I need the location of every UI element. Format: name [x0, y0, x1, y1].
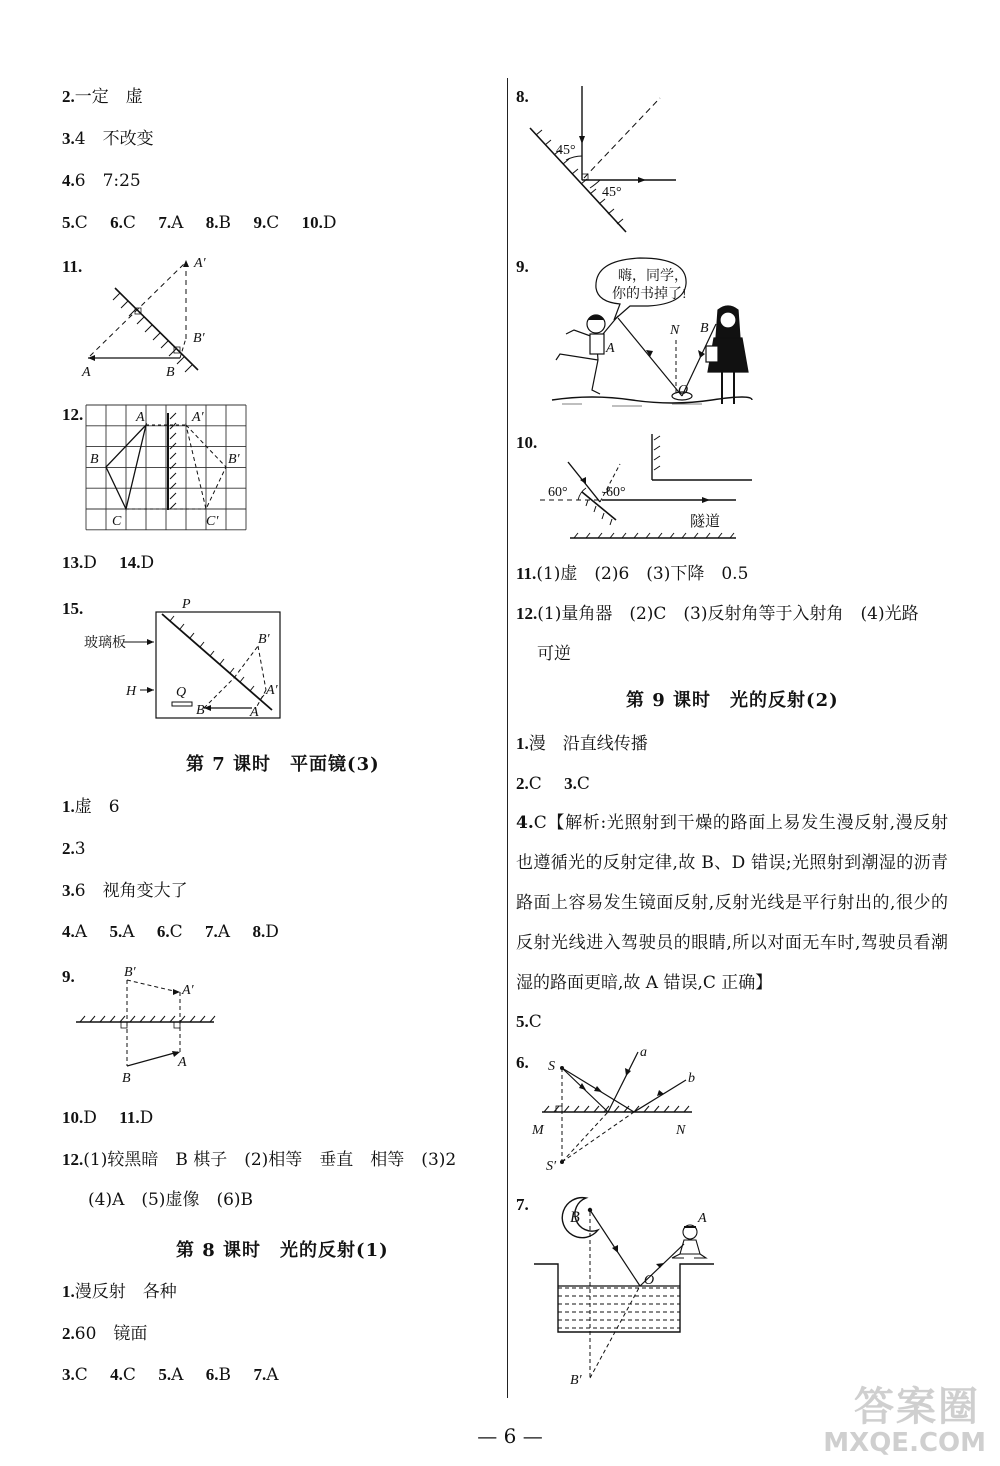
answer-4: 4.6 7:25 — [62, 171, 141, 191]
diagram-l9-7 — [534, 1192, 714, 1388]
watermark-url: MXQE.COM — [823, 1428, 986, 1458]
answer-12-number: 12. — [62, 405, 84, 424]
l8-answer-2: 2.60 镜面 — [62, 1324, 148, 1344]
l9-answer-6-number: 6. — [516, 1053, 529, 1072]
label-b-prime: B′ — [258, 632, 270, 647]
label-b-prime: B′ — [228, 452, 240, 467]
label-a-prime: A′ — [182, 983, 194, 998]
l7-answers-10-11: 10.D 11.D — [62, 1108, 154, 1128]
label-p: P — [182, 597, 191, 612]
answer-12-right-line2: 可逆 — [537, 644, 571, 664]
l9-answer-7-number: 7. — [516, 1195, 529, 1214]
l7-answer-1: 1.虚 6 — [62, 797, 120, 817]
label-q: Q — [176, 685, 187, 700]
label-b-prime: B′ — [124, 965, 136, 980]
answer-3: 3.4 不改变 — [62, 129, 154, 149]
label-c: C — [112, 514, 122, 529]
diagram-l9-6 — [530, 1045, 710, 1174]
water — [558, 1288, 680, 1328]
diagram-12-grid — [86, 405, 248, 531]
label-m: M — [532, 1123, 544, 1138]
diagram-11 — [80, 250, 220, 385]
label-a-prime: A′ — [266, 683, 278, 698]
moon — [562, 1198, 598, 1238]
speech-text-1: 嗨，同学， — [618, 269, 688, 284]
label-b-prime: B′ — [193, 331, 205, 346]
label-c-prime: C′ — [206, 514, 219, 529]
label-a: A — [136, 410, 145, 425]
answer-9-number: 9. — [516, 257, 529, 276]
label-b: B — [90, 452, 99, 467]
label-a: A — [82, 365, 91, 380]
l9-answer-5: 5.C — [516, 1012, 542, 1032]
column-divider — [507, 78, 508, 1398]
diagram-10 — [540, 430, 760, 542]
angle-label-1: 60° — [548, 485, 568, 500]
angle-label-1: 45° — [556, 143, 576, 158]
label-h: H — [126, 684, 137, 699]
answer-11-number: 11. — [62, 257, 83, 276]
l7-answer-12-line2: (4)A (5)虚像 (6)B — [88, 1190, 254, 1210]
label-a: A — [178, 1055, 187, 1070]
l8-answers-3-7: 3.C 4.C 5.A 6.B 7.A — [62, 1365, 279, 1385]
label-s-prime: S′ — [546, 1159, 557, 1174]
label-b: B — [700, 321, 709, 336]
answers-5-10: 5.C 6.C 7.A 8.B 9.C 10.D — [62, 213, 337, 233]
lesson-8-heading: 第 8 课时 光的反射(1) — [176, 1240, 389, 1261]
l9-answer-4: 4.C【解析:光照射到干燥的路面上易发生漫反射,漫反射也遵循光的反射定律,故 B、D 错误;光照射到潮湿的沥青路面上容易发生镜面反射,反射光线是平行射出的,很少的反射光线进入驾驶员的眼睛,所以对面无车时,驾驶员看潮湿的路面更暗,故 A 错误,C 正确】 — [516, 813, 948, 993]
angle-label-2: 45° — [602, 185, 622, 200]
dashed-aa — [90, 262, 186, 356]
diagram-9 — [552, 254, 752, 408]
label-n: N — [670, 323, 680, 338]
label-a-prime: A′ — [194, 256, 206, 271]
label-b: B — [166, 365, 175, 380]
watermark-logo: 答案圈 — [854, 1384, 980, 1430]
answer-12-right-line1: 12.(1)量角器 (2)C (3)反射角等于入射角 (4)光路 — [516, 604, 919, 624]
l8-answer-1: 1.漫反射 各种 — [62, 1282, 177, 1302]
l7-answers-4-8: 4.A 5.A 6.C 7.A 8.D — [62, 922, 279, 942]
answer-8-number: 8. — [516, 87, 529, 106]
label-a: a — [640, 1045, 647, 1060]
answers-13-14: 13.D 14.D — [62, 553, 155, 573]
l7-answer-3: 3.6 视角变大了 — [62, 881, 188, 901]
page-number: — 6 — — [477, 1424, 543, 1448]
label-glass: 玻璃板 — [84, 636, 126, 651]
label-a: A — [698, 1211, 707, 1226]
diagram-8 — [528, 84, 678, 236]
tunnel-label: 隧道 — [690, 514, 721, 530]
speech-text-2: 你的书掉了! — [612, 287, 687, 302]
l9-answers-2-3: 2.C 3.C — [516, 774, 590, 794]
grid-lines — [86, 405, 246, 530]
label-o: O — [678, 383, 689, 398]
angle-label-2: 60° — [606, 485, 626, 500]
label-b-prime: B′ — [570, 1373, 582, 1388]
label-b: b — [688, 1071, 695, 1086]
l7-answer-12-line1: 12.(1)较黑暗 B 棋子 (2)相等 垂直 相等 (3)2 — [62, 1150, 457, 1170]
l9-answer-1: 1.漫 沿直线传播 — [516, 734, 648, 754]
answer-2: 2.一定 虚 — [62, 87, 143, 107]
diagram-15 — [84, 596, 284, 722]
answer-15-number: 15. — [62, 599, 84, 618]
answer-11-right: 11.(1)虚 (2)6 (3)下降 0.5 — [516, 564, 749, 584]
label-b: B — [122, 1071, 131, 1086]
l7-answer-9-number: 9. — [62, 967, 75, 986]
lesson-9-heading: 第 9 课时 光的反射(2) — [626, 690, 839, 711]
person-figure — [672, 1225, 706, 1258]
girl-figure — [706, 306, 748, 404]
label-o: O — [644, 1273, 655, 1288]
lesson-7-heading: 第 7 课时 平面镜(3) — [186, 754, 380, 775]
answer-10-number: 10. — [516, 433, 538, 452]
label-a: A — [606, 341, 615, 356]
diagram-l7-9 — [76, 962, 216, 1088]
label-a: A — [250, 705, 259, 720]
label-a-prime: A′ — [192, 410, 204, 425]
label-b: B — [196, 703, 205, 718]
label-b: B — [570, 1209, 580, 1226]
label-n: N — [676, 1123, 686, 1138]
l7-answer-2: 2.3 — [62, 839, 86, 859]
label-s: S — [548, 1059, 555, 1074]
